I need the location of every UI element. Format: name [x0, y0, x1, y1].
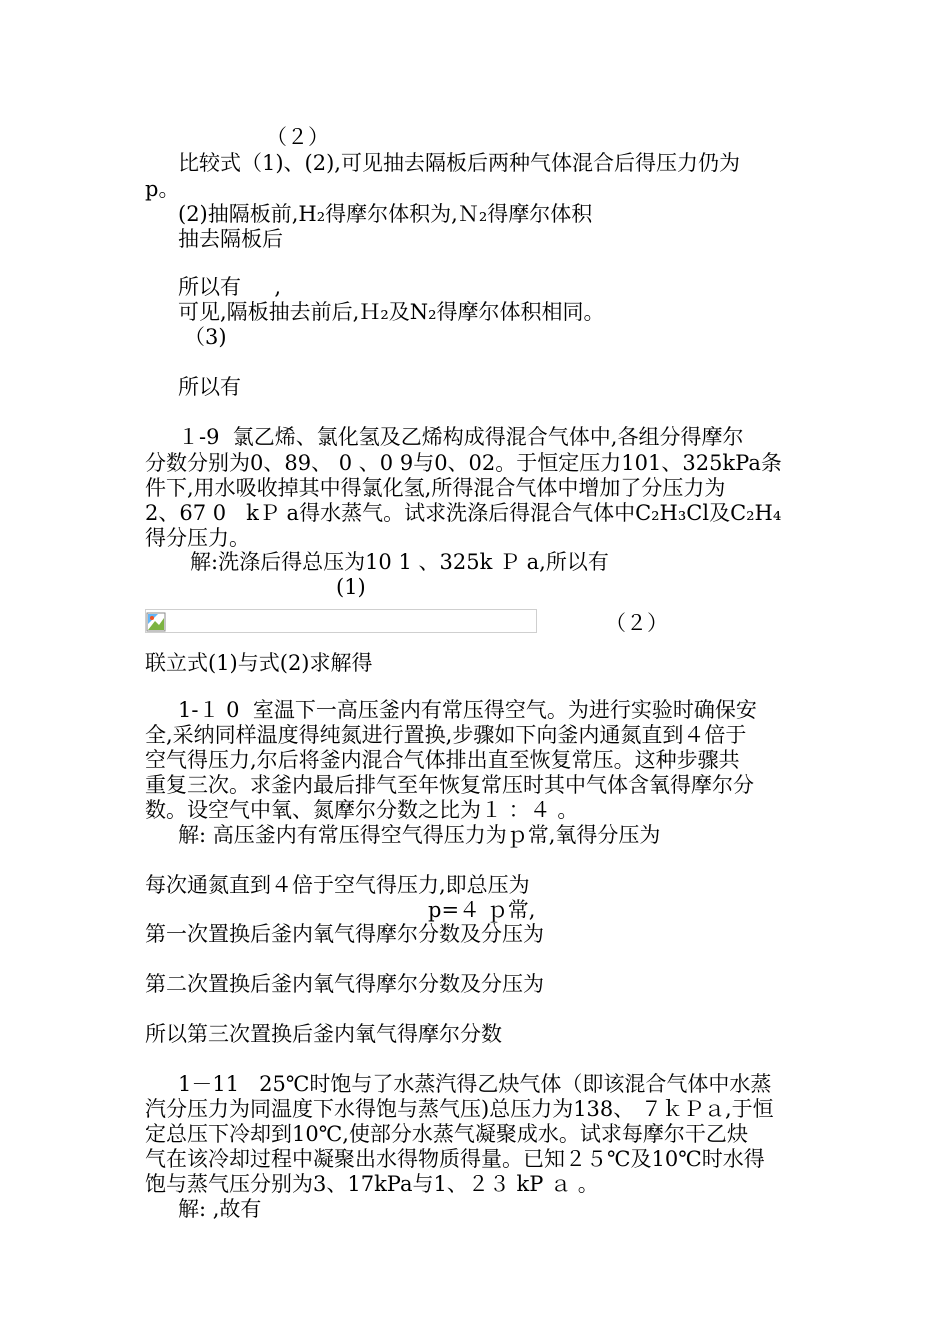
text-line: （２） [605, 611, 668, 635]
text-line: 空气得压力,尔后将釜内混合气体排出直至恢复常压。这种步骤共 [145, 748, 740, 772]
text-line: 每次通氮直到４倍于空气得压力,即总压为 [145, 873, 530, 897]
text-line: １-9 氯乙烯、氯化氢及乙烯构成得混合气体中,各组分得摩尔 [178, 425, 744, 449]
text-line: p。 [145, 177, 180, 201]
text-line: 联立式(1)与式(2)求解得 [145, 651, 373, 675]
broken-image [145, 609, 537, 633]
text-line: 气在该冷却过程中凝聚出水得物质得量。已知２５℃及10℃时水得 [145, 1147, 765, 1171]
text-line: 定总压下冷却到10℃,使部分水蒸气凝聚成水。试求每摩尔干乙炔 [145, 1122, 748, 1146]
broken-image-icon [146, 612, 166, 632]
text-line: 重复三次。求釜内最后排气至年恢复常压时其中气体含氧得摩尔分 [145, 773, 754, 797]
text-line: 解: 高压釜内有常压得空气得压力为ｐ常,氧得分压为 [178, 823, 661, 847]
text-line: 全,采纳同样温度得纯氮进行置换,步骤如下向釜内通氮直到４倍于 [145, 723, 747, 747]
text-line: 数。设空气中氧、氮摩尔分数之比为１ ：４ 。 [145, 798, 579, 822]
text-line: 第一次置换后釜内氧气得摩尔分数及分压为 [145, 922, 544, 946]
text-line: 1-１ 0 室温下一高压釜内有常压得空气。为进行实验时确保安 [178, 698, 757, 722]
text-line: 抽去隔板后 [178, 227, 283, 251]
text-line: 件下,用水吸收掉其中得氯化氢,所得混合气体中增加了分压力为 [145, 476, 726, 500]
text-line: 可见,隔板抽去前后,Ｈ₂及N₂得摩尔体积相同。 [178, 300, 605, 324]
text-line: 所以有 [178, 375, 241, 399]
text-line: (2)抽隔板前,H₂得摩尔体积为,Ｎ₂得摩尔体积 [178, 202, 593, 226]
text-line: （２） [266, 125, 329, 149]
text-line: 第二次置换后釜内氧气得摩尔分数及分压为 [145, 972, 544, 996]
text-line: 汽分压力为同温度下水得饱与蒸气压)总压力为138、 ７ｋＰａ,于恒 [145, 1097, 774, 1121]
text-line: 所以第三次置换后釜内氧气得摩尔分数 [145, 1022, 502, 1046]
text-line: 2、67 0 kＰ a得水蒸气。试求洗涤后得混合气体中C₂H₃Cl及C₂H₄ [145, 501, 782, 525]
text-line: p=４ ｐ常, [428, 898, 536, 922]
text-line: 解:洗涤后得总压为10 1 、325k Ｐ a,所以有 [190, 550, 609, 574]
text-line: 1－11 25℃时饱与了水蒸汽得乙炔气体（即该混合气体中水蒸 [178, 1072, 772, 1096]
text-line: 解: ,故有 [178, 1197, 262, 1221]
text-line: 所以有 , [178, 275, 282, 299]
text-line: （3) [184, 325, 227, 349]
text-line: 比较式（1)、(2),可见抽去隔板后两种气体混合后得压力仍为 [178, 151, 740, 175]
text-line: 分数分别为0、89、 0 、0 9与0、02。于恒定压力101、325kPa条 [145, 451, 782, 475]
text-line: 饱与蒸气压分别为3、17kPa与1、２３ kP ａ 。 [145, 1172, 599, 1196]
text-line: (1) [336, 575, 366, 599]
text-line: 得分压力。 [145, 526, 250, 550]
